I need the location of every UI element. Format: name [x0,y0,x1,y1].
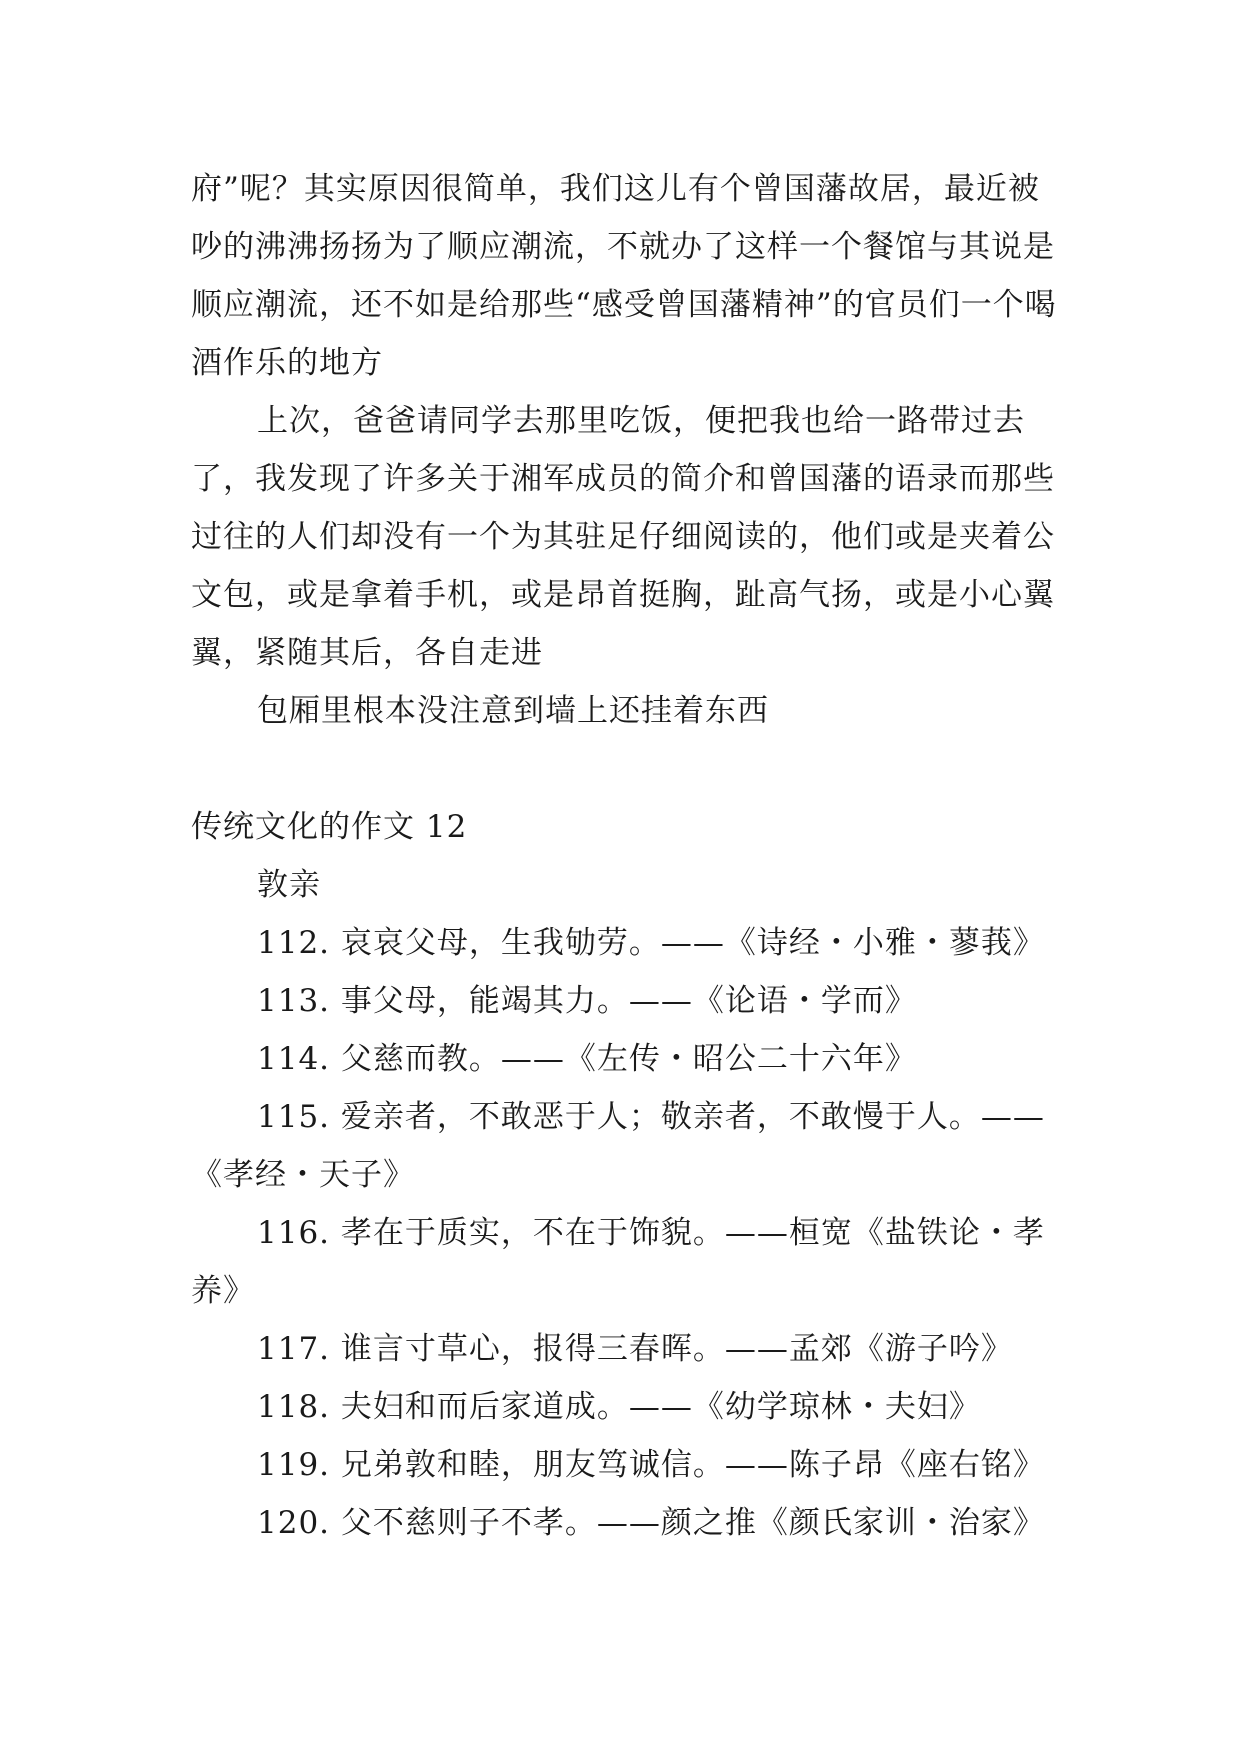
quote-item: 116. 孝在于质实，不在于饰貌。——桓宽《盐铁论・孝养》 [191,1215,1045,1309]
paragraph-2: 上次，爸爸请同学去那里吃饭，便把我也给一路带过去了，我发现了许多关于湘军成员的简介和曾国藩的语录而那些过往的人们却没有一个为其驻足仔细阅读的，他们或是夹着公文包，或是拿着手机，或是昂首挺胸，趾高气扬，或是小心翼翼，紧随其后，各自走进 [191,403,1055,671]
quote-item: 118. 夫妇和而后家道成。——《幼学琼林・夫妇》 [257,1389,981,1425]
paragraph-1: 府”呢？其实原因很简单，我们这儿有个曾国藩故居，最近被吵的沸沸扬扬为了顺应潮流，不就办了这样一个餐馆与其说是顺应潮流，还不如是给那些“感受曾国藩精神”的官员们一个喝酒作乐的地方 [191,171,1057,381]
document-page [191,160,1071,1552]
paragraph-3: 包厢里根本没注意到墙上还挂着东西 [257,693,769,729]
quote-item: 114. 父慈而教。——《左传・昭公二十六年》 [257,1041,917,1077]
section-subtitle: 敦亲 [257,867,321,903]
quote-item: 112. 哀哀父母，生我劬劳。——《诗经・小雅・蓼莪》 [257,925,1045,961]
quote-item: 117. 谁言寸草心，报得三春晖。——孟郊《游子吟》 [257,1331,1013,1367]
quote-item: 119. 兄弟敦和睦，朋友笃诚信。——陈子昂《座右铭》 [257,1447,1045,1483]
quote-item: 115. 爱亲者，不敢恶于人；敬亲者，不敢慢于人。——《孝经・天子》 [191,1099,1045,1193]
quote-item: 113. 事父母，能竭其力。——《论语・学而》 [257,983,917,1019]
quote-item: 120. 父不慈则子不孝。——颜之推《颜氏家训・治家》 [257,1505,1045,1541]
section-title: 传统文化的作文 12 [191,809,468,845]
blank-line [191,740,1071,798]
